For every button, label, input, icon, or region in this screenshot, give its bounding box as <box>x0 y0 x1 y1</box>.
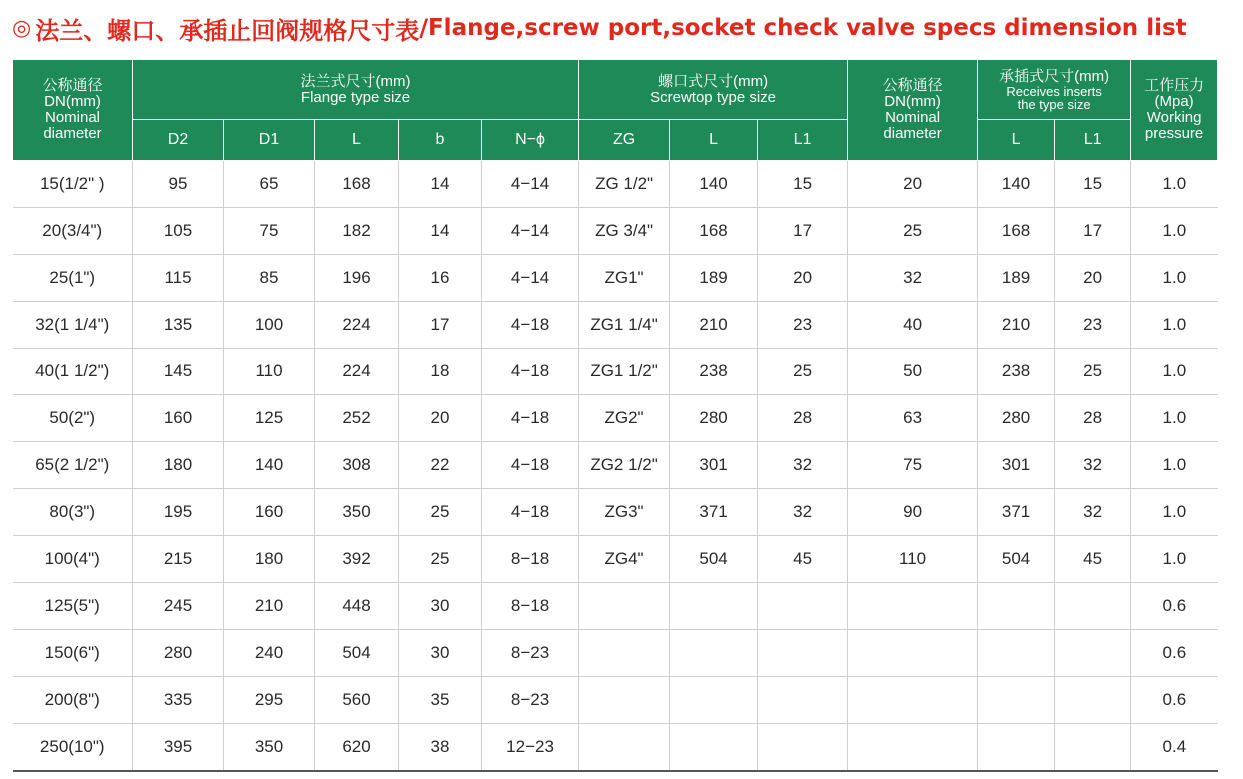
cell-zg: ZG4" <box>579 536 670 583</box>
header-col-b: b <box>399 120 482 161</box>
cell-dn2: 50 <box>848 348 978 395</box>
cell-dn2: 63 <box>848 395 978 442</box>
cell-dn2 <box>848 629 978 676</box>
table-row <box>13 629 1218 676</box>
header-socket-size: 承插式尺寸(mm) Receives inserts the type size <box>978 60 1131 120</box>
header-col-socket-l: L <box>978 120 1055 161</box>
header-nominal-diameter-2: 公称通径 DN(mm) Nominal diameter <box>848 60 978 161</box>
cell-socket-l: 301 <box>978 442 1055 489</box>
cell-socket-l1: 15 <box>1055 161 1131 208</box>
header-row-sub <box>13 120 1218 161</box>
cell-screw-l <box>670 629 758 676</box>
cell-d2: 160 <box>133 395 224 442</box>
cell-socket-l1: 32 <box>1055 442 1131 489</box>
cell-dn: 150(6") <box>13 629 133 676</box>
cell-socket-l1: 20 <box>1055 254 1131 301</box>
cell-socket-l1 <box>1055 723 1131 771</box>
cell-socket-l1: 45 <box>1055 536 1131 583</box>
cell-b: 25 <box>399 489 482 536</box>
cell-screw-l1 <box>758 582 848 629</box>
cell-l: 224 <box>315 348 399 395</box>
cell-screw-l: 301 <box>670 442 758 489</box>
cell-zg: ZG2" <box>579 395 670 442</box>
cell-d2: 105 <box>133 207 224 254</box>
cell-dn: 40(1 1/2") <box>13 348 133 395</box>
cell-dn: 250(10") <box>13 723 133 771</box>
cell-l: 196 <box>315 254 399 301</box>
cell-socket-l1: 17 <box>1055 207 1131 254</box>
cell-dn: 80(3") <box>13 489 133 536</box>
cell-dn: 15(1/2" ) <box>13 161 133 208</box>
cell-socket-l1: 32 <box>1055 489 1131 536</box>
cell-l: 620 <box>315 723 399 771</box>
cell-d1: 140 <box>224 442 315 489</box>
cell-n-phi: 4−18 <box>482 442 579 489</box>
cell-d1: 295 <box>224 676 315 723</box>
table-row <box>13 489 1218 536</box>
table-body <box>13 161 1218 772</box>
cell-zg <box>579 629 670 676</box>
cell-b: 16 <box>399 254 482 301</box>
cell-l: 560 <box>315 676 399 723</box>
cell-pressure: 0.6 <box>1131 629 1218 676</box>
cell-d1: 75 <box>224 207 315 254</box>
cell-l: 182 <box>315 207 399 254</box>
cell-screw-l <box>670 723 758 771</box>
cell-pressure: 1.0 <box>1131 161 1218 208</box>
cell-dn2: 110 <box>848 536 978 583</box>
cell-socket-l <box>978 582 1055 629</box>
cell-d2: 335 <box>133 676 224 723</box>
cell-dn: 65(2 1/2") <box>13 442 133 489</box>
table-row <box>13 536 1218 583</box>
table-row <box>13 676 1218 723</box>
cell-screw-l1: 17 <box>758 207 848 254</box>
cell-dn: 200(8") <box>13 676 133 723</box>
cell-d2: 135 <box>133 301 224 348</box>
cell-zg: ZG 3/4" <box>579 207 670 254</box>
cell-b: 38 <box>399 723 482 771</box>
cell-d1: 100 <box>224 301 315 348</box>
header-col-screw-l: L <box>670 120 758 161</box>
cell-d1: 210 <box>224 582 315 629</box>
cell-screw-l: 189 <box>670 254 758 301</box>
title-separator: / <box>419 14 428 42</box>
cell-screw-l1: 28 <box>758 395 848 442</box>
cell-screw-l1: 23 <box>758 301 848 348</box>
cell-socket-l1: 23 <box>1055 301 1131 348</box>
cell-pressure: 1.0 <box>1131 395 1218 442</box>
cell-b: 14 <box>399 161 482 208</box>
cell-l: 252 <box>315 395 399 442</box>
table-row <box>13 161 1218 208</box>
header-col-d2: D2 <box>133 120 224 161</box>
cell-zg: ZG3" <box>579 489 670 536</box>
cell-pressure: 1.0 <box>1131 348 1218 395</box>
cell-zg <box>579 676 670 723</box>
cell-socket-l1 <box>1055 676 1131 723</box>
cell-socket-l1 <box>1055 582 1131 629</box>
cell-zg: ZG2 1/2" <box>579 442 670 489</box>
title-zh: 法兰、螺口、承插止回阀规格尺寸表 <box>35 16 420 45</box>
header-col-zg: ZG <box>579 120 670 161</box>
cell-socket-l: 371 <box>978 489 1055 536</box>
cell-zg: ZG1" <box>579 254 670 301</box>
cell-screw-l: 238 <box>670 348 758 395</box>
cell-d2: 245 <box>133 582 224 629</box>
cell-screw-l <box>670 676 758 723</box>
cell-pressure: 1.0 <box>1131 442 1218 489</box>
header-col-d1: D1 <box>224 120 315 161</box>
cell-socket-l: 280 <box>978 395 1055 442</box>
cell-d1: 180 <box>224 536 315 583</box>
cell-screw-l1 <box>758 629 848 676</box>
cell-screw-l <box>670 582 758 629</box>
cell-b: 25 <box>399 536 482 583</box>
cell-b: 14 <box>399 207 482 254</box>
cell-b: 35 <box>399 676 482 723</box>
cell-dn2: 20 <box>848 161 978 208</box>
cell-dn2 <box>848 582 978 629</box>
header-working-pressure: 工作压力 (Mpa) Working pressure <box>1131 60 1218 161</box>
cell-n-phi: 4−18 <box>482 395 579 442</box>
cell-dn2: 75 <box>848 442 978 489</box>
cell-pressure: 1.0 <box>1131 207 1218 254</box>
cell-screw-l: 280 <box>670 395 758 442</box>
cell-dn2: 32 <box>848 254 978 301</box>
cell-b: 30 <box>399 629 482 676</box>
table-row <box>13 442 1218 489</box>
cell-d1: 125 <box>224 395 315 442</box>
cell-pressure: 0.6 <box>1131 582 1218 629</box>
cell-screw-l1 <box>758 723 848 771</box>
header-flange-size: 法兰式尺寸(mm) Flange type size <box>133 60 579 120</box>
cell-dn: 125(5") <box>13 582 133 629</box>
cell-l: 448 <box>315 582 399 629</box>
cell-n-phi: 12−23 <box>482 723 579 771</box>
cell-screw-l1: 15 <box>758 161 848 208</box>
cell-dn: 50(2") <box>13 395 133 442</box>
cell-n-phi: 4−14 <box>482 161 579 208</box>
cell-zg: ZG1 1/4" <box>579 301 670 348</box>
cell-socket-l: 504 <box>978 536 1055 583</box>
cell-screw-l: 168 <box>670 207 758 254</box>
cell-dn2: 90 <box>848 489 978 536</box>
cell-pressure: 1.0 <box>1131 536 1218 583</box>
table-row <box>13 301 1218 348</box>
cell-pressure: 0.4 <box>1131 723 1218 771</box>
cell-screw-l: 210 <box>670 301 758 348</box>
cell-l: 168 <box>315 161 399 208</box>
header-nominal-diameter: 公称通径 DN(mm) Nominal diameter <box>13 60 133 161</box>
cell-zg <box>579 723 670 771</box>
cell-socket-l: 168 <box>978 207 1055 254</box>
cell-socket-l: 189 <box>978 254 1055 301</box>
cell-b: 30 <box>399 582 482 629</box>
cell-screw-l1 <box>758 676 848 723</box>
cell-l: 350 <box>315 489 399 536</box>
cell-b: 17 <box>399 301 482 348</box>
cell-screw-l1: 25 <box>758 348 848 395</box>
cell-d1: 85 <box>224 254 315 301</box>
cell-d2: 195 <box>133 489 224 536</box>
cell-b: 20 <box>399 395 482 442</box>
cell-d1: 350 <box>224 723 315 771</box>
cell-d2: 115 <box>133 254 224 301</box>
title-en: Flange,screw port,socket check valve specs dimension list <box>427 15 1187 41</box>
cell-d2: 180 <box>133 442 224 489</box>
table-row <box>13 723 1218 771</box>
cell-zg: ZG 1/2" <box>579 161 670 208</box>
cell-d2: 215 <box>133 536 224 583</box>
cell-dn: 25(1") <box>13 254 133 301</box>
cell-d1: 110 <box>224 348 315 395</box>
cell-n-phi: 8−23 <box>482 629 579 676</box>
cell-n-phi: 4−14 <box>482 254 579 301</box>
circle-mark-icon: ◎ <box>12 15 32 41</box>
cell-pressure: 1.0 <box>1131 489 1218 536</box>
cell-n-phi: 4−14 <box>482 207 579 254</box>
cell-l: 504 <box>315 629 399 676</box>
cell-dn2: 40 <box>848 301 978 348</box>
cell-socket-l: 210 <box>978 301 1055 348</box>
cell-d2: 395 <box>133 723 224 771</box>
cell-dn: 32(1 1/4") <box>13 301 133 348</box>
header-col-n-phi: N−ϕ <box>482 120 579 161</box>
cell-dn2 <box>848 723 978 771</box>
cell-socket-l <box>978 676 1055 723</box>
cell-socket-l <box>978 723 1055 771</box>
cell-screw-l1: 20 <box>758 254 848 301</box>
cell-d2: 145 <box>133 348 224 395</box>
table-row <box>13 207 1218 254</box>
cell-n-phi: 8−23 <box>482 676 579 723</box>
cell-n-phi: 4−18 <box>482 489 579 536</box>
cell-n-phi: 4−18 <box>482 301 579 348</box>
cell-screw-l: 504 <box>670 536 758 583</box>
cell-b: 18 <box>399 348 482 395</box>
cell-dn: 100(4") <box>13 536 133 583</box>
cell-socket-l1 <box>1055 629 1131 676</box>
table-row <box>13 395 1218 442</box>
cell-screw-l1: 32 <box>758 442 848 489</box>
cell-n-phi: 8−18 <box>482 582 579 629</box>
table-row <box>13 348 1218 395</box>
cell-l: 224 <box>315 301 399 348</box>
cell-b: 22 <box>399 442 482 489</box>
cell-socket-l1: 28 <box>1055 395 1131 442</box>
table-row <box>13 254 1218 301</box>
cell-dn2: 25 <box>848 207 978 254</box>
cell-d1: 160 <box>224 489 315 536</box>
cell-l: 392 <box>315 536 399 583</box>
cell-screw-l1: 32 <box>758 489 848 536</box>
header-col-socket-l1: L1 <box>1055 120 1131 161</box>
cell-n-phi: 4−18 <box>482 348 579 395</box>
cell-d1: 65 <box>224 161 315 208</box>
table-row <box>13 582 1218 629</box>
cell-dn: 20(3/4") <box>13 207 133 254</box>
cell-pressure: 0.6 <box>1131 676 1218 723</box>
cell-zg <box>579 582 670 629</box>
cell-socket-l <box>978 629 1055 676</box>
cell-socket-l: 238 <box>978 348 1055 395</box>
cell-d1: 240 <box>224 629 315 676</box>
header-col-screw-l1: L1 <box>758 120 848 161</box>
cell-screw-l: 371 <box>670 489 758 536</box>
cell-n-phi: 8−18 <box>482 536 579 583</box>
cell-socket-l: 140 <box>978 161 1055 208</box>
cell-screw-l1: 45 <box>758 536 848 583</box>
specs-table <box>12 59 1218 772</box>
header-screwtop-size: 螺口式尺寸(mm) Screwtop type size <box>579 60 848 120</box>
cell-dn2 <box>848 676 978 723</box>
cell-socket-l1: 25 <box>1055 348 1131 395</box>
header-col-l: L <box>315 120 399 161</box>
cell-l: 308 <box>315 442 399 489</box>
cell-pressure: 1.0 <box>1131 301 1218 348</box>
cell-pressure: 1.0 <box>1131 254 1218 301</box>
header-row-top <box>13 60 1218 120</box>
cell-zg: ZG1 1/2" <box>579 348 670 395</box>
cell-screw-l: 140 <box>670 161 758 208</box>
page-title <box>12 8 1237 48</box>
cell-d2: 280 <box>133 629 224 676</box>
cell-d2: 95 <box>133 161 224 208</box>
